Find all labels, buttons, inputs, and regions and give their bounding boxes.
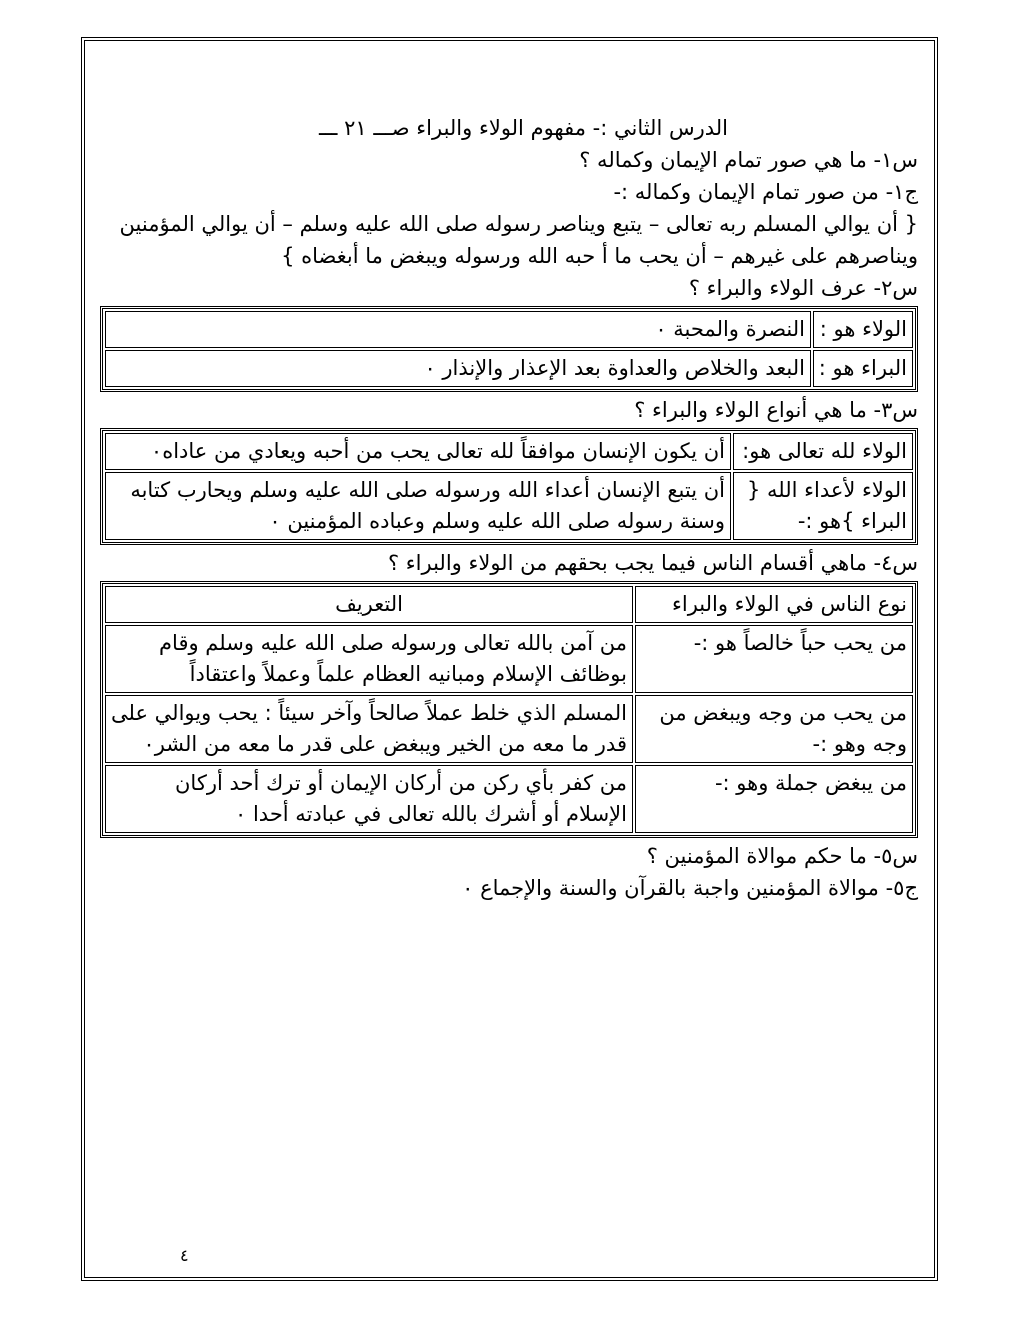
term-cell: الولاء لله تعالى هو: [733,433,913,470]
definition-cell: البعد والخلاص والعداوة بعد الإعذار والإنذار ٠ [105,350,811,387]
definition-cell: النصرة والمحبة ٠ [105,311,811,348]
page-number: ٤ [180,1246,189,1265]
term-cell: الولاء لأعداء الله { البراء }هو :- [733,472,913,540]
type-cell: من يحب حباً خالصاً هو :- [635,625,913,693]
header-type: نوع الناس في الولاء والبراء [635,586,913,623]
table-header-row [105,586,913,623]
table-row [105,695,913,763]
people-categories-table [100,581,918,838]
definition-cell: المسلم الذي خلط عملاً صالحاً وآخر سيئاً : يحب ويوالي على قدر ما معه من الخير ويبغض على قدر ما معه من الشر٠ [105,695,633,763]
answer-1-body: { أن يوالي المسلم ربه تعالى – يتبع ويناصر رسوله صلى الله عليه وسلم – أن يوالي المؤمنين ويناصرهم على غيرهم – أن يحب ما أ حبه الله ورسوله ويبغض ما أبغضاه } [119,212,918,268]
type-cell: من يحب من وجه ويبغض من وجه وهو :- [635,695,913,763]
lesson-title: الدرس الثاني :- مفهوم الولاء والبراء صـــ ٢١ ـــ [318,116,728,140]
definitions-table [100,306,918,392]
table-row [105,350,913,387]
table-row [105,472,913,540]
header-definition: التعريف [105,586,633,623]
type-cell: من يبغض جملة وهو :- [635,765,913,833]
term-cell: البراء هو : [813,350,913,387]
answer-1-heading: ج١- من صور تمام الإيمان وكماله :- [613,180,918,204]
term-cell: الولاء هو : [813,311,913,348]
types-table [100,428,918,545]
question-5: س٥- ما حكم موالاة المؤمنين ؟ [646,844,918,868]
definition-cell: أن يتبع الإنسان أعداء الله ورسوله صلى الله عليه وسلم ويحارب كتابه وسنة رسوله صلى الله عليه وسلم وعباده المؤمنين ٠ [105,472,731,540]
table-row [105,433,913,470]
question-2: س٢- عرف الولاء والبراء ؟ [688,276,918,300]
answer-5: ج٥- موالاة المؤمنين واجبة بالقرآن والسنة والإجماع ٠ [462,876,918,900]
table-row [105,311,913,348]
question-1: س١- ما هي صور تمام الإيمان وكماله ؟ [579,148,918,172]
definition-cell: من آمن بالله تعالى ورسوله صلى الله عليه وسلم وقام بوظائف الإسلام ومبانيه العظام علماً وعملاً واعتقاداً [105,625,633,693]
table-row [105,765,913,833]
definition-cell: من كفر بأي ركن من أركان الإيمان أو ترك أحد أركان الإسلام أو أشرك بالله تعالى في عبادته أحدا ٠ [105,765,633,833]
table-row [105,625,913,693]
question-3: س٣- ما هي أنواع الولاء والبراء ؟ [634,398,918,422]
definition-cell: أن يكون الإنسان موافقاً لله تعالى يحب من أحبه ويعادي من عاداه٠ [105,433,731,470]
document-body [100,112,918,904]
question-4: س٤- ماهي أقسام الناس فيما يجب بحقهم من الولاء والبراء ؟ [387,551,918,575]
